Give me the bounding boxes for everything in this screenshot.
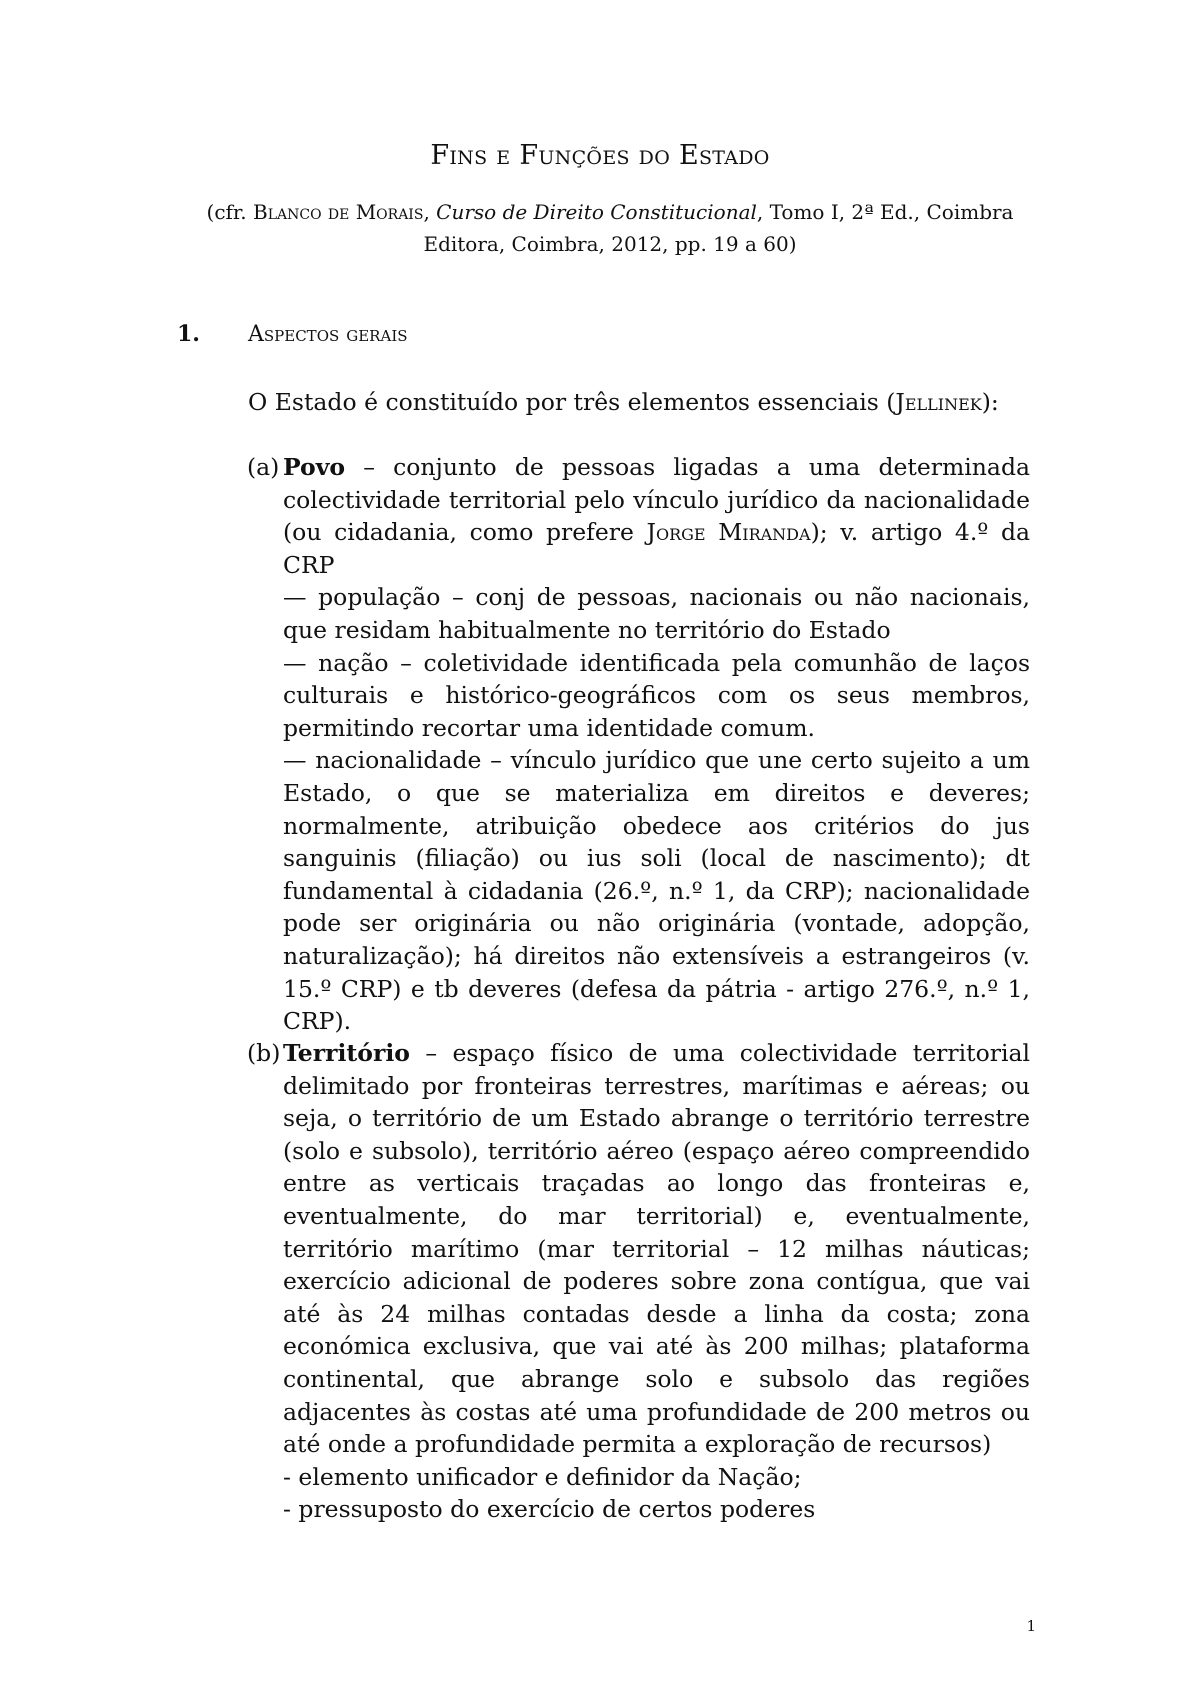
item-a-paragraph-3: — nação – coletividade identificada pela comunhão de laços culturais e histórico-geográficos com os seus membros, permitindo recortar uma identidade comum. <box>283 648 1030 742</box>
page-number: 1 <box>1026 1617 1036 1635</box>
citation-details-1: , Tomo I, 2ª Ed., Coimbra <box>756 200 1014 224</box>
item-body-a <box>283 451 1030 1038</box>
item-b-paragraph-2: - elemento unificador e definidor da Nação; <box>283 1462 802 1491</box>
citation-details-2: Editora, Coimbra, 2012, pp. 19 a 60) <box>423 232 797 256</box>
item-b-paragraph-3: - pressuposto do exercício de certos poderes <box>283 1495 816 1524</box>
citation-sep: , <box>423 200 437 224</box>
intro-text-end: ): <box>981 388 999 416</box>
section-title: Aspectos gerais <box>248 322 408 347</box>
list-item-povo <box>247 451 1030 1038</box>
item-b-term: Território <box>283 1039 410 1067</box>
intro-paragraph <box>177 386 1030 419</box>
item-b-text: – espaço físico de uma colectividade territorial delimitado por fronteiras terrestres, marítimas e aéreas; ou seja, o território de um Estado abrange o território terrestre (solo e subsolo), território aéreo (espaço aéreo compreendido entre as verticais traçadas ao longo das fronteiras e, eventualmente, do mar territorial) e, eventualmente, território marítimo (mar territorial – 12 milhas náuticas; exercício adicional de poderes sobre zona contígua, que vai até às 24 milhas contadas desde a linha da costa; zona económica exclusiva, que vai até às 200 milhas; plataforma continental, que abrange solo e subsolo das regiões adjacentes às costas até uma profundidade de 200 metros ou até onde a profundidade permita a exploração de recursos) <box>283 1039 1030 1459</box>
item-a-term: Povo <box>283 453 346 481</box>
list-item-territorio <box>247 1037 1030 1526</box>
item-body-b <box>283 1037 1030 1526</box>
intro-text: O Estado é constituído por três elementos essenciais ( <box>248 388 896 416</box>
item-a-author: Jorge Miranda <box>646 518 811 547</box>
item-a-paragraph-4: — nacionalidade – vínculo jurídico que une certo sujeito a um Estado, o que se materializa em direitos e deveres; normalmente, atribuição obedece aos critérios do jus sanguinis (filiação) ou ius soli (local de nascimento); dt fundamental à cidadania (26.º, n.º 1, da CRP); nacionalidade pode ser originária ou não originária (vontade, adopção, naturalização); há direitos não extensíveis a estrangeiros (v. 15.º CRP) e tb deveres (defesa da pátria - artigo 276.º, n.º 1, CRP). <box>283 746 1030 1036</box>
item-a-text: – conjunto de pessoas ligadas a uma determinada colectividade territorial pelo vínculo jurídico da nacionalidade (ou cidadania, como prefere <box>283 453 1030 547</box>
citation-author: Blanco de Morais <box>253 200 424 224</box>
section-heading <box>177 321 408 347</box>
page-title: Fins e Funções do Estado <box>430 140 770 171</box>
section-number: 1. <box>177 321 200 347</box>
citation-open: (cfr. <box>206 200 253 224</box>
item-a-paragraph-2: — população – conj de pessoas, nacionais ou não nacionais, que residam habitualmente no território do Estado <box>283 583 1030 644</box>
intro-author: Jellinek <box>895 388 982 416</box>
citation <box>170 196 1050 260</box>
item-b-paragraph-1 <box>283 1037 1030 1461</box>
item-label-a: (a) <box>247 453 280 481</box>
item-label-b: (b) <box>247 1039 281 1067</box>
citation-work-title: Curso de Direito Constitucional <box>436 200 757 224</box>
item-a-text-end: ); v. artigo 4.º da CRP <box>283 518 1031 579</box>
item-a-paragraph-1 <box>283 451 1030 581</box>
